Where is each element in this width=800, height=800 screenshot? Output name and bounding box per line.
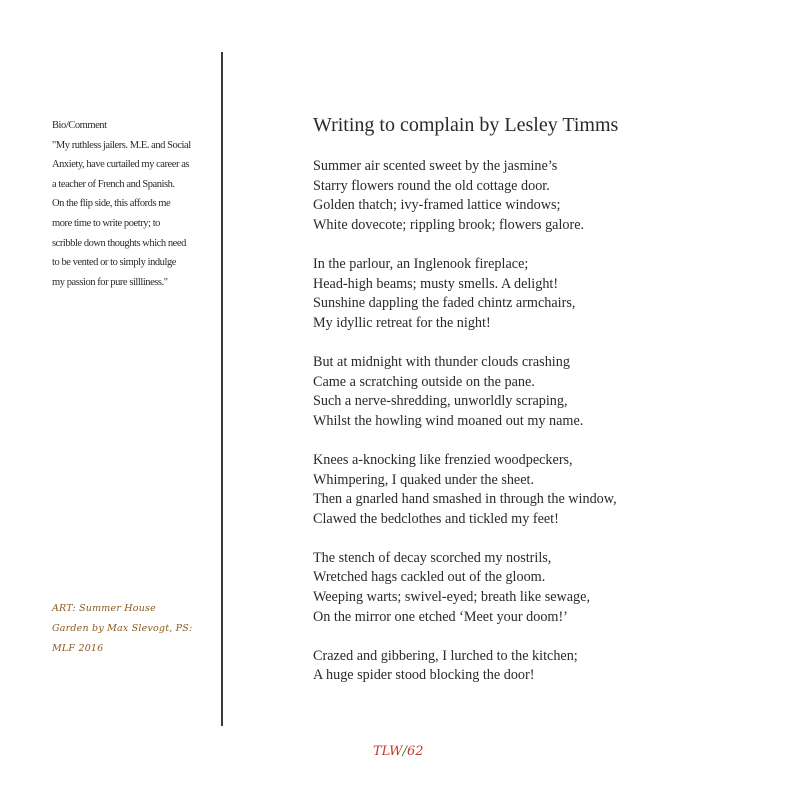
poem-line: On the mirror one etched ‘Meet your doom!’: [313, 608, 568, 625]
poem-line: Summer air scented sweet by the jasmine’s: [313, 158, 558, 174]
bio-heading: Bio/Comment: [52, 120, 107, 131]
art-credit-line: MLF 2016: [52, 643, 104, 654]
page-number: 62: [406, 744, 424, 759]
bio-line: a teacher of French and Spanish.: [52, 178, 175, 190]
art-credit-line: ART: Summer House: [52, 603, 156, 614]
poem-line: Wretched hags cackled out of the gloom.: [313, 569, 546, 586]
page-marker: [373, 744, 423, 759]
bio-line: scribble down thoughts which need: [52, 237, 186, 249]
bio-line: my passion for pure sillliness.": [52, 276, 168, 288]
bio-line: On the flip side, this affords me: [52, 198, 171, 210]
bio-line: Anxiety, have curtailed my career as: [52, 159, 190, 171]
poem-line: Whimpering, I quaked under the sheet.: [313, 471, 535, 488]
poem-line: Crazed and gibbering, I lurched to the kitchen;: [313, 647, 578, 664]
poem-body: [313, 157, 617, 706]
poem-line: White dovecote; rippling brook; flowers galore.: [313, 216, 585, 233]
poem-line: Then a gnarled hand smashed in through the window,: [313, 491, 617, 508]
stanza-5: [313, 549, 617, 627]
poem-line: Came a scratching outside on the pane.: [313, 373, 535, 390]
poem-line: Sunshine dappling the faded chintz armchairs,: [313, 295, 576, 312]
poem-line: Head-high beams; musty smells. A delight!: [313, 275, 559, 292]
poem-line: But at midnight with thunder clouds crashing: [313, 353, 570, 370]
poem-line: Clawed the bedclothes and tickled my feet!: [313, 510, 559, 527]
stanza-3: [313, 353, 617, 431]
poem-line: Knees a-knocking like frenzied woodpeckers,: [313, 451, 573, 468]
poem-line: Such a nerve-shredding, unworldly scraping,: [313, 393, 568, 410]
bio-comment: [52, 116, 222, 292]
poem-title: Writing to complain by Lesley Timms: [313, 114, 619, 136]
poem-line: Golden thatch; ivy-framed lattice windows;: [313, 197, 561, 214]
poem-line: A huge spider stood blocking the door!: [313, 667, 535, 684]
page-marker-slash: /: [402, 744, 407, 759]
poem-line: My idyllic retreat for the night!: [313, 314, 491, 331]
stanza-1: [313, 157, 617, 235]
poem-line: Weeping warts; swivel-eyed; breath like sewage,: [313, 589, 590, 606]
magazine-abbrev: TLW: [373, 744, 403, 759]
poem-line: The stench of decay scorched my nostrils,: [313, 549, 552, 566]
poem-line: Starry flowers round the old cottage door.: [313, 177, 550, 194]
art-credit: [52, 599, 222, 659]
art-credit-line: Garden by Max Slevogt, PS:: [52, 623, 193, 634]
bio-line: more time to write poetry; to: [52, 217, 160, 229]
stanza-2: [313, 255, 617, 333]
bio-line: "My ruthless jailers. M.E. and Social: [52, 139, 191, 151]
stanza-4: [313, 451, 617, 529]
bio-line: to be vented or to simply indulge: [52, 257, 176, 269]
stanza-6: [313, 647, 617, 686]
poem-line: In the parlour, an Inglenook fireplace;: [313, 255, 529, 272]
poem-line: Whilst the howling wind moaned out my name.: [313, 412, 584, 429]
